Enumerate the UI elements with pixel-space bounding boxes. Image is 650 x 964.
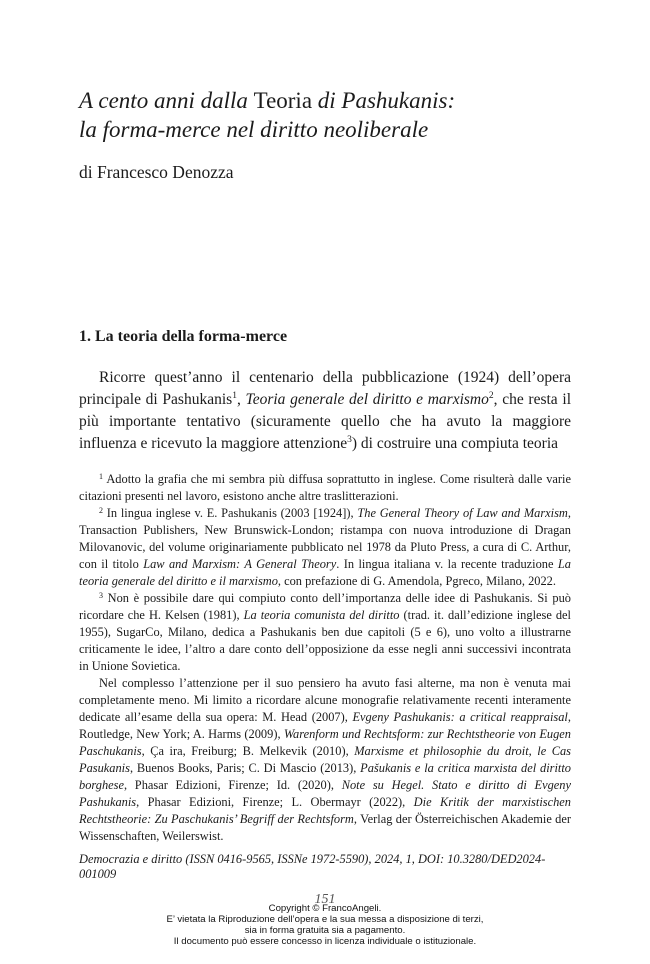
footnote-1: $^1$ Adotto la grafia che mi sembra più diffusa soprattutto in inglese. Come risulterà dalle varie citazioni presenti nel lavoro, esistono anche altre traslitterazioni. <box>79 472 571 503</box>
section-heading: 1. La teoria della forma-merce <box>79 328 288 345</box>
title-line-2: la forma-merce nel diritto neoliberale <box>79 117 429 142</box>
journal-citation: Democrazia e diritto (ISSN 0416-9565, ISSNe 1972-5590), 2024, 1, DOI: 10.3280/DED2024-001009 <box>79 852 546 881</box>
footnote-3: $^3$ Non è possibile dare qui compiuto conto dell’importanza delle idee di Pashukanis. Si può ricordare che H. Kelsen (1981), La teoria comunista del diritto (trad. it. dall’edizione inglese del 1955), SugarCo, Milano, dedica a Pashukanis ben due capitoli (5 e 6), uno volto a illustrarne criticamente le idee, l’altro a dare conto dell’opposizione da esse negli anni successivi incontrata in Unione Sovietica. <box>79 591 571 673</box>
copyright-notice <box>0 903 650 947</box>
copyright-line-1: Copyright © FrancoAngeli. <box>268 903 382 914</box>
footnote-ref-1[interactable]: 1 <box>232 391 237 401</box>
title-line-1: A cento anni dalla Teoria di Pashukanis: <box>79 88 456 113</box>
body-paragraph: Ricorre quest’anno il centenario della pubblicazione (1924) dell’opera principale di Pashukanis$^1$, Teoria generale del diritto e marxismo$^2$, che resta il più importante tentativo (sicuramente quello che ha avuto la maggiore influenza e ricevuto la maggiore attenzione$^3$) di costruire una compiuta teoria <box>79 369 572 452</box>
footnotes <box>79 471 571 845</box>
footnote-3-continued: Nel complesso l’attenzione per il suo pensiero ha avuto fasi alterne, ma non è venuta mai completamente meno. Mi limito a ricordare alcune monografie relativamente recenti interamente dedicate all’esame della sua opera: M. Head (2007), Evgeny Pashukanis: a critical reappraisal, Routledge, New York; A. Harms (2009), Warenform und Rechtsform: zur Rechtstheorie von Eugen Paschukanis, Ça ira, Freiburg; B. Melkevik (2010), Marxisme et philosophie du droit, le Cas Pasukanis, Buenos Books, Paris; C. Di Mascio (2013), Pašukanis e la critica marxista del diritto borghese, Phasar Edizioni, Firenze; Id. (2020), Note su Hegel. Stato e diritto di Evgeny Pashukanis, Phasar Edizioni, Firenze; L. Obermayr (2022), Die Kritik der marxistischen Rechtstheorie: Zu Paschukanis’ Begriff der Rechtsform, Verlag der Österreichischen Akademie der Wissenschaften, Weilerswist. <box>79 676 571 843</box>
footnote-2: $^2$ In lingua inglese v. E. Pashukanis (2003 [1924]), The General Theory of Law and Marxism, Transaction Publishers, New Brunswick-London; ristampa con nuova introduzione di Dragan Milovanovic, del volume originariamente pubblicato nel 1978 da Pluto Press, a cura di C. Arthur, con il titolo Law and Marxism: A General Theory. In lingua italiana v. la recente traduzione La teoria generale del diritto e il marxismo, con prefazione di G. Amendola, Pgreco, Milano, 2022. <box>79 506 571 588</box>
footnote-ref-2[interactable]: 2 <box>488 391 494 401</box>
article-title <box>79 86 599 144</box>
copyright-line-4: Il documento può essere concesso in licenza individuale o istituzionale. <box>173 936 477 947</box>
copyright-line-3: sia in forma gratuita sia a pagamento. <box>244 925 406 936</box>
footnote-ref-3[interactable]: 3 <box>347 435 352 445</box>
author-byline: di Francesco Denozza <box>79 162 234 182</box>
copyright-line-2: E’ vietata la Riproduzione dell’opera e la sua messa a disposizione di terzi, <box>166 914 484 925</box>
page-number: 151 <box>314 892 336 907</box>
